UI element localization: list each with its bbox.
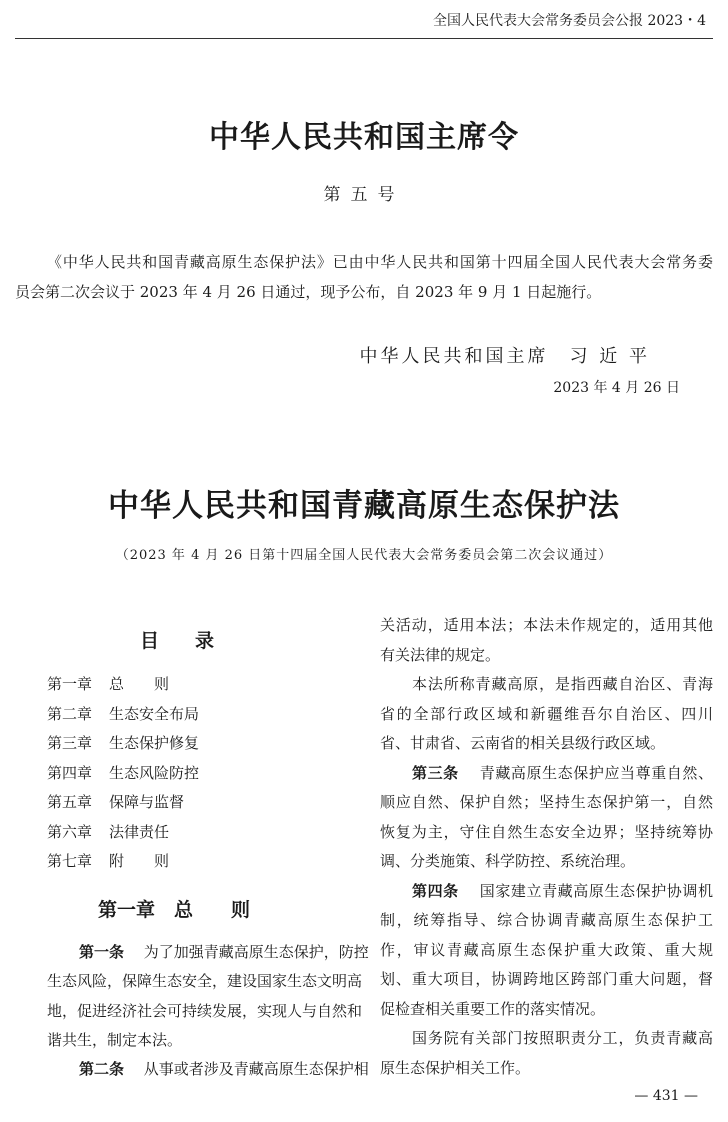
toc-chapter-number: 第一章 [47, 675, 93, 693]
article-line [380, 762, 713, 783]
line-text: 划、重大项目，协调跨地区跨部门重大问题，督 [380, 970, 713, 988]
line-text: 顺应自然、保护自然；坚持生态保护第一，自然 [380, 793, 713, 811]
text-line [380, 614, 713, 635]
line-text: 有关法律的规定。 [380, 645, 501, 664]
line-text: 制，统筹指导、综合协调青藏高原生态保护工 [380, 911, 713, 929]
text-line [47, 1029, 350, 1050]
text-line [47, 1000, 363, 1021]
text-line [380, 821, 713, 842]
text-line [380, 968, 713, 989]
order-number: 第五号 [323, 185, 405, 205]
page-number: — 431 — [634, 1088, 698, 1104]
text-line [380, 673, 713, 694]
running-header: 全国人民代表大会常务委员会公报 2023・4 [433, 13, 706, 29]
toc-chapter-name: 生态安全布局 [109, 704, 200, 723]
line-text: 本法所称青藏高原，是指西藏自治区、青海 [412, 675, 713, 693]
header-rule [15, 38, 713, 39]
toc-chapter-number: 第六章 [47, 822, 93, 841]
toc-item [47, 732, 199, 753]
article-label: 第一条 [79, 943, 125, 961]
text-line [380, 791, 713, 812]
law-subtitle: （2023 年 4 月 26 日第十四届全国人民代表大会常务委员会第二次会议通过） [115, 548, 613, 563]
toc-chapter-number: 第七章 [47, 852, 93, 870]
chapter-heading: 第一章 总 则 [98, 899, 251, 921]
line-text: 恢复为主，守住自然生态安全边界；坚持统筹协 [380, 822, 713, 841]
text-line [47, 970, 363, 991]
toc-item [47, 791, 184, 812]
toc-item [47, 762, 199, 783]
line-text: 调、分类施策、科学防控、系统治理。 [380, 852, 636, 870]
toc-item [47, 821, 169, 842]
article-label: 第二条 [79, 1060, 125, 1079]
line-text: 原生态保护相关工作。 [380, 1058, 531, 1077]
toc-chapter-number: 第四章 [47, 763, 93, 782]
toc-chapter-name: 附 则 [109, 852, 170, 870]
article-line [47, 1058, 369, 1079]
text-line [380, 939, 713, 960]
text-line [380, 1057, 713, 1078]
toc-chapter-name: 总 则 [109, 675, 170, 693]
line-text: 国务院有关部门按照职责分工，负责青藏高 [412, 1029, 713, 1047]
article-label: 第三条 [412, 763, 459, 782]
order-body-line: 《中华人民共和国青藏高原生态保护法》已由中华人民共和国第十四届全国人民代表大会常务委 [47, 253, 713, 271]
order-date: 2023 年 4 月 26 日 [553, 380, 680, 396]
line-text: 省、甘肃省、云南省的相关县级行政区域。 [380, 734, 666, 752]
text-line [380, 909, 713, 930]
line-text: 关活动，适用本法；本法未作规定的，适用其他 [380, 616, 713, 634]
order-title: 中华人民共和国主席令 [209, 120, 519, 155]
toc-chapter-number: 第二章 [47, 704, 93, 723]
line-text: 从事或者涉及青藏高原生态保护相 [143, 1060, 369, 1079]
text-line [380, 644, 713, 665]
text-line [380, 703, 713, 724]
text-line [380, 1027, 713, 1048]
toc-chapter-name: 生态保护修复 [109, 734, 200, 752]
article-line [47, 941, 369, 962]
article-line [380, 880, 713, 901]
toc-chapter-number: 第三章 [47, 734, 93, 752]
law-title: 中华人民共和国青藏高原生态保护法 [108, 488, 620, 524]
text-line [380, 732, 713, 753]
line-text: 作，审议青藏高原生态保护重大政策、重大规 [380, 940, 713, 959]
toc-chapter-name: 保障与监督 [109, 793, 185, 811]
article-label: 第四条 [412, 881, 459, 900]
toc-chapter-name: 法律责任 [109, 822, 170, 841]
text-line [380, 998, 713, 1019]
line-text: 谐共生，制定本法。 [47, 1030, 183, 1049]
line-text: 国家建立青藏高原生态保护协调机 [479, 881, 713, 900]
toc-item [47, 850, 169, 871]
toc-title: 目录 [140, 630, 251, 652]
line-text: 青藏高原生态保护应当尊重自然、 [479, 763, 713, 782]
line-text: 生态风险，保障生态安全，建设国家生态文明高 [47, 972, 363, 991]
line-text: 地，促进经济社会可持续发展，实现人与自然和 [47, 1001, 363, 1020]
order-body-line: 员会第二次会议于 2023 年 4 月 26 日通过，现予公布，自 2023 年 9 月 1 日起施行。 [15, 283, 602, 301]
toc-item [47, 703, 199, 724]
line-text: 省的全部行政区域和新疆维吾尔自治区、四川 [380, 704, 713, 723]
toc-chapter-name: 生态风险防控 [109, 763, 200, 782]
signatory: 中华人民共和国主席 习 近 平 [359, 346, 650, 367]
text-line [380, 850, 713, 871]
line-text: 为了加强青藏高原生态保护，防控 [143, 943, 369, 961]
toc-chapter-number: 第五章 [47, 793, 93, 811]
toc-item [47, 673, 169, 694]
line-text: 促检查相关重要工作的落实情况。 [380, 999, 606, 1018]
